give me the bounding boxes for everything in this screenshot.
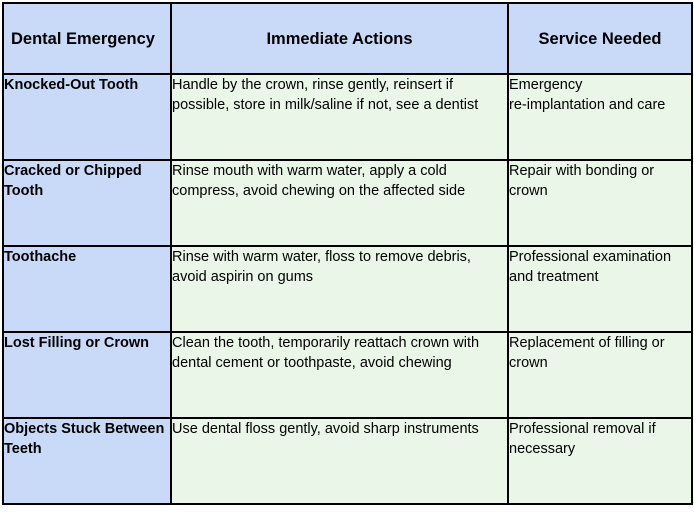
actions-cell: Clean the tooth, temporarily reattach crown with dental cement or toothpaste, avoid chewing [171, 332, 508, 418]
emergency-cell: Knocked-Out Tooth [3, 74, 171, 160]
emergency-cell: Objects Stuck Between Teeth [3, 418, 171, 504]
service-cell: Professional removal if necessary [508, 418, 692, 504]
service-cell: Professional examination and treatment [508, 246, 692, 332]
actions-cell: Rinse with warm water, floss to remove debris, avoid aspirin on gums [171, 246, 508, 332]
emergency-cell: Cracked or Chipped Tooth [3, 160, 171, 246]
table-header-row [3, 3, 692, 74]
table-row [3, 418, 692, 504]
header-service-needed: Service Needed [508, 3, 692, 74]
table-row [3, 74, 692, 160]
header-dental-emergency: Dental Emergency [3, 3, 171, 74]
service-cell: Emergency re-implantation and care [508, 74, 692, 160]
table-row [3, 160, 692, 246]
actions-cell: Rinse mouth with warm water, apply a cold compress, avoid chewing on the affected side [171, 160, 508, 246]
dental-emergency-table [2, 2, 693, 505]
service-cell: Repair with bonding or crown [508, 160, 692, 246]
table-row [3, 246, 692, 332]
emergency-cell: Lost Filling or Crown [3, 332, 171, 418]
actions-cell: Use dental floss gently, avoid sharp instruments [171, 418, 508, 504]
table-row [3, 332, 692, 418]
emergency-cell: Toothache [3, 246, 171, 332]
header-immediate-actions: Immediate Actions [171, 3, 508, 74]
service-cell: Replacement of filling or crown [508, 332, 692, 418]
actions-cell: Handle by the crown, rinse gently, reinsert if possible, store in milk/saline if not, see a dentist [171, 74, 508, 160]
